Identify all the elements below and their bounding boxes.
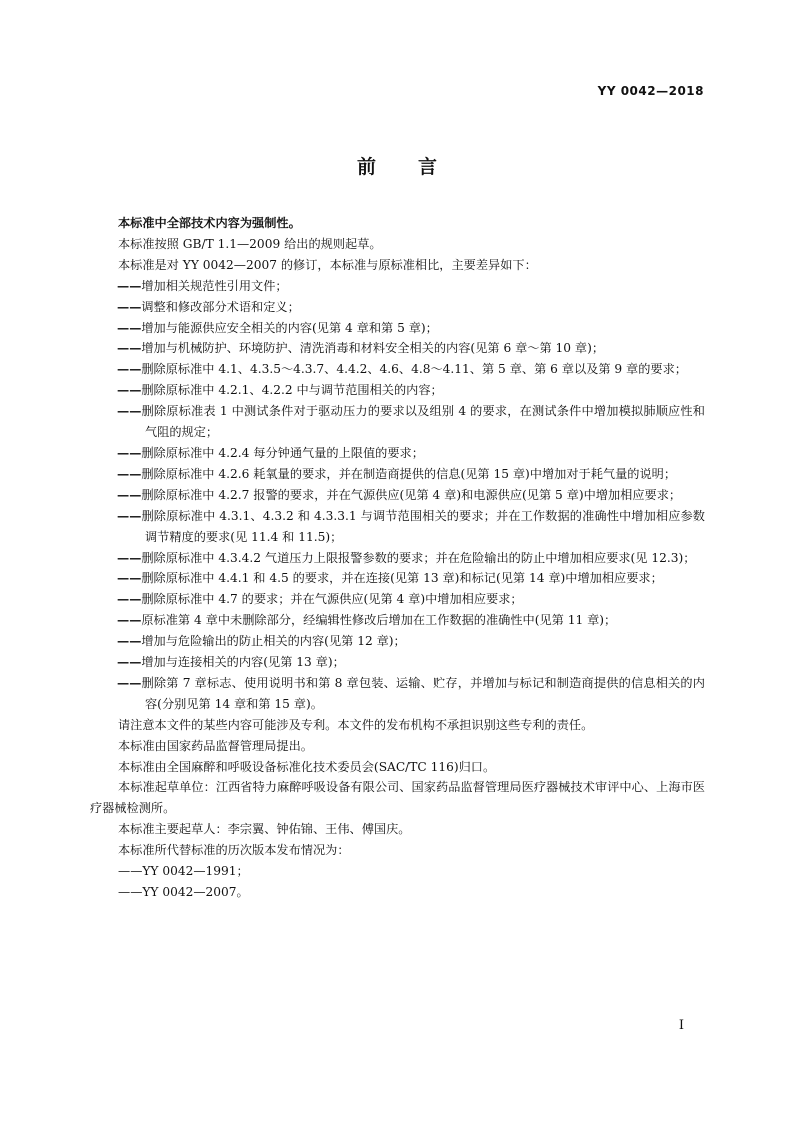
list-item: ——删除原标准中 4.2.1、4.2.2 中与调节范围相关的内容； bbox=[117, 383, 443, 398]
dash-marker: —— bbox=[117, 466, 142, 481]
list-item: ——增加与能源供应安全相关的内容(见第 4 章和第 5 章)； bbox=[117, 320, 438, 335]
dash-marker: —— bbox=[117, 550, 142, 565]
dash-marker: —— bbox=[117, 320, 142, 335]
dash-marker: —— bbox=[117, 571, 142, 586]
dash-marker: —— bbox=[117, 634, 142, 649]
list-item: ——删除原标准中 4.3.4.2 气道压力上限报警参数的要求；并在危险输出的防止中增加相应要求(见 12.3)； bbox=[117, 550, 696, 565]
dash-marker: —— bbox=[118, 885, 143, 899]
list-item: ——增加与连接相关的内容(见第 13 章)； bbox=[117, 655, 345, 670]
dash-marker: —— bbox=[117, 592, 142, 607]
list-item: ——删除原标准中 4.3.1、4.3.2 和 4.3.3.1 与调节范围相关的要求；并在工作数据的准确性中增加相应参数调节精度的要求(见 11.4 和 11.5)； bbox=[117, 508, 705, 544]
document-code: YY 0042—2018 bbox=[597, 84, 704, 98]
patent-notice: 请注意本文件的某些内容可能涉及专利。本文件的发布机构不承担识别这些专利的责任。 bbox=[118, 717, 594, 732]
list-item: ——删除原标准中 4.4.1 和 4.5 的要求，并在连接(见第 13 章)和标记(见第 14 章)中增加相应要求； bbox=[117, 571, 663, 586]
list-item: ——增加相关规范性引用文件； bbox=[117, 278, 288, 293]
list-item: ——删除原标准中 4.2.6 耗氧量的要求，并在制造商提供的信息(见第 15 章)中增加对于耗气量的说明； bbox=[117, 466, 677, 481]
drafters-paragraph: 本标准主要起草人：李宗翼、钟佑锦、王伟、傅国庆。 bbox=[118, 822, 411, 837]
drafting-units-paragraph: 本标准起草单位：江西省特力麻醉呼吸设备有限公司、国家药品监督管理局医疗器械技术审评中心、上海市医疗器械检测所。 bbox=[90, 780, 705, 816]
dash-marker: —— bbox=[117, 362, 142, 377]
history-item: ——YY 0042—1991； bbox=[118, 864, 249, 879]
dash-marker: —— bbox=[117, 341, 142, 356]
page-number: I bbox=[678, 1018, 684, 1033]
dash-marker: —— bbox=[117, 404, 142, 419]
dash-marker: —— bbox=[117, 675, 142, 690]
list-item: ——删除原标准中 4.7 的要求；并在气源供应(见第 4 章)中增加相应要求； bbox=[117, 592, 523, 607]
dash-marker: —— bbox=[117, 278, 142, 293]
document-body bbox=[90, 213, 705, 903]
page-title: 前言 bbox=[356, 156, 479, 178]
list-item: ——删除原标准中 4.1、4.3.5～4.3.7、4.4.2、4.6、4.8～4.11、第 5 章、第 6 章以及第 9 章的要求； bbox=[117, 362, 687, 377]
list-item: ——原标准第 4 章中未删除部分，经编辑性修改后增加在工作数据的准确性中(见第 11 章)； bbox=[117, 613, 617, 628]
revision-intro-paragraph: 本标准是对 YY 0042—2007 的修订，本标准与原标准相比，主要差异如下： bbox=[118, 257, 537, 272]
dash-marker: —— bbox=[117, 613, 142, 628]
dash-marker: —— bbox=[118, 864, 143, 879]
list-item: ——调整和修改部分术语和定义； bbox=[117, 299, 300, 314]
dash-marker: —— bbox=[117, 383, 142, 398]
list-item: ——增加与机械防护、环境防护、清洗消毒和材料安全相关的内容(见第 6 章～第 10 章)； bbox=[117, 341, 605, 356]
list-item: ——删除第 7 章标志、使用说明书和第 8 章包装、运输、贮存，并增加与标记和制造商提供的信息相关的内容(分别见第 14 章和第 15 章)。 bbox=[117, 675, 705, 711]
dash-marker: —— bbox=[117, 445, 142, 460]
changes-list bbox=[90, 276, 705, 715]
history-intro-paragraph: 本标准所代替标准的历次版本发布情况为： bbox=[118, 843, 350, 858]
drafting-rule-paragraph: 本标准按照 GB/T 1.1—2009 给出的规则起草。 bbox=[118, 236, 382, 251]
list-item: ——删除原标准表 1 中测试条件对于驱动压力的要求以及组别 4 的要求，在测试条件中增加模拟肺顺应性和气阻的规定； bbox=[117, 404, 705, 440]
dash-marker: —— bbox=[117, 508, 142, 523]
committee-paragraph: 本标准由全国麻醉和呼吸设备标准化技术委员会(SAC/TC 116)归口。 bbox=[118, 759, 496, 774]
dash-marker: —— bbox=[117, 299, 142, 314]
list-item: ——删除原标准中 4.2.7 报警的要求，并在气源供应(见第 4 章)和电源供应(见第 5 章)中增加相应要求； bbox=[117, 487, 682, 502]
history-item: ——YY 0042—2007。 bbox=[118, 885, 249, 899]
dash-marker: —— bbox=[117, 655, 142, 670]
mandatory-statement: 本标准中全部技术内容为强制性。 bbox=[118, 216, 301, 230]
dash-marker: —— bbox=[117, 487, 142, 502]
list-item: ——删除原标准中 4.2.4 每分钟通气量的上限值的要求； bbox=[117, 445, 424, 460]
list-item: ——增加与危险输出的防止相关的内容(见第 12 章)； bbox=[117, 634, 406, 649]
proposer-paragraph: 本标准由国家药品监督管理局提出。 bbox=[118, 738, 313, 753]
